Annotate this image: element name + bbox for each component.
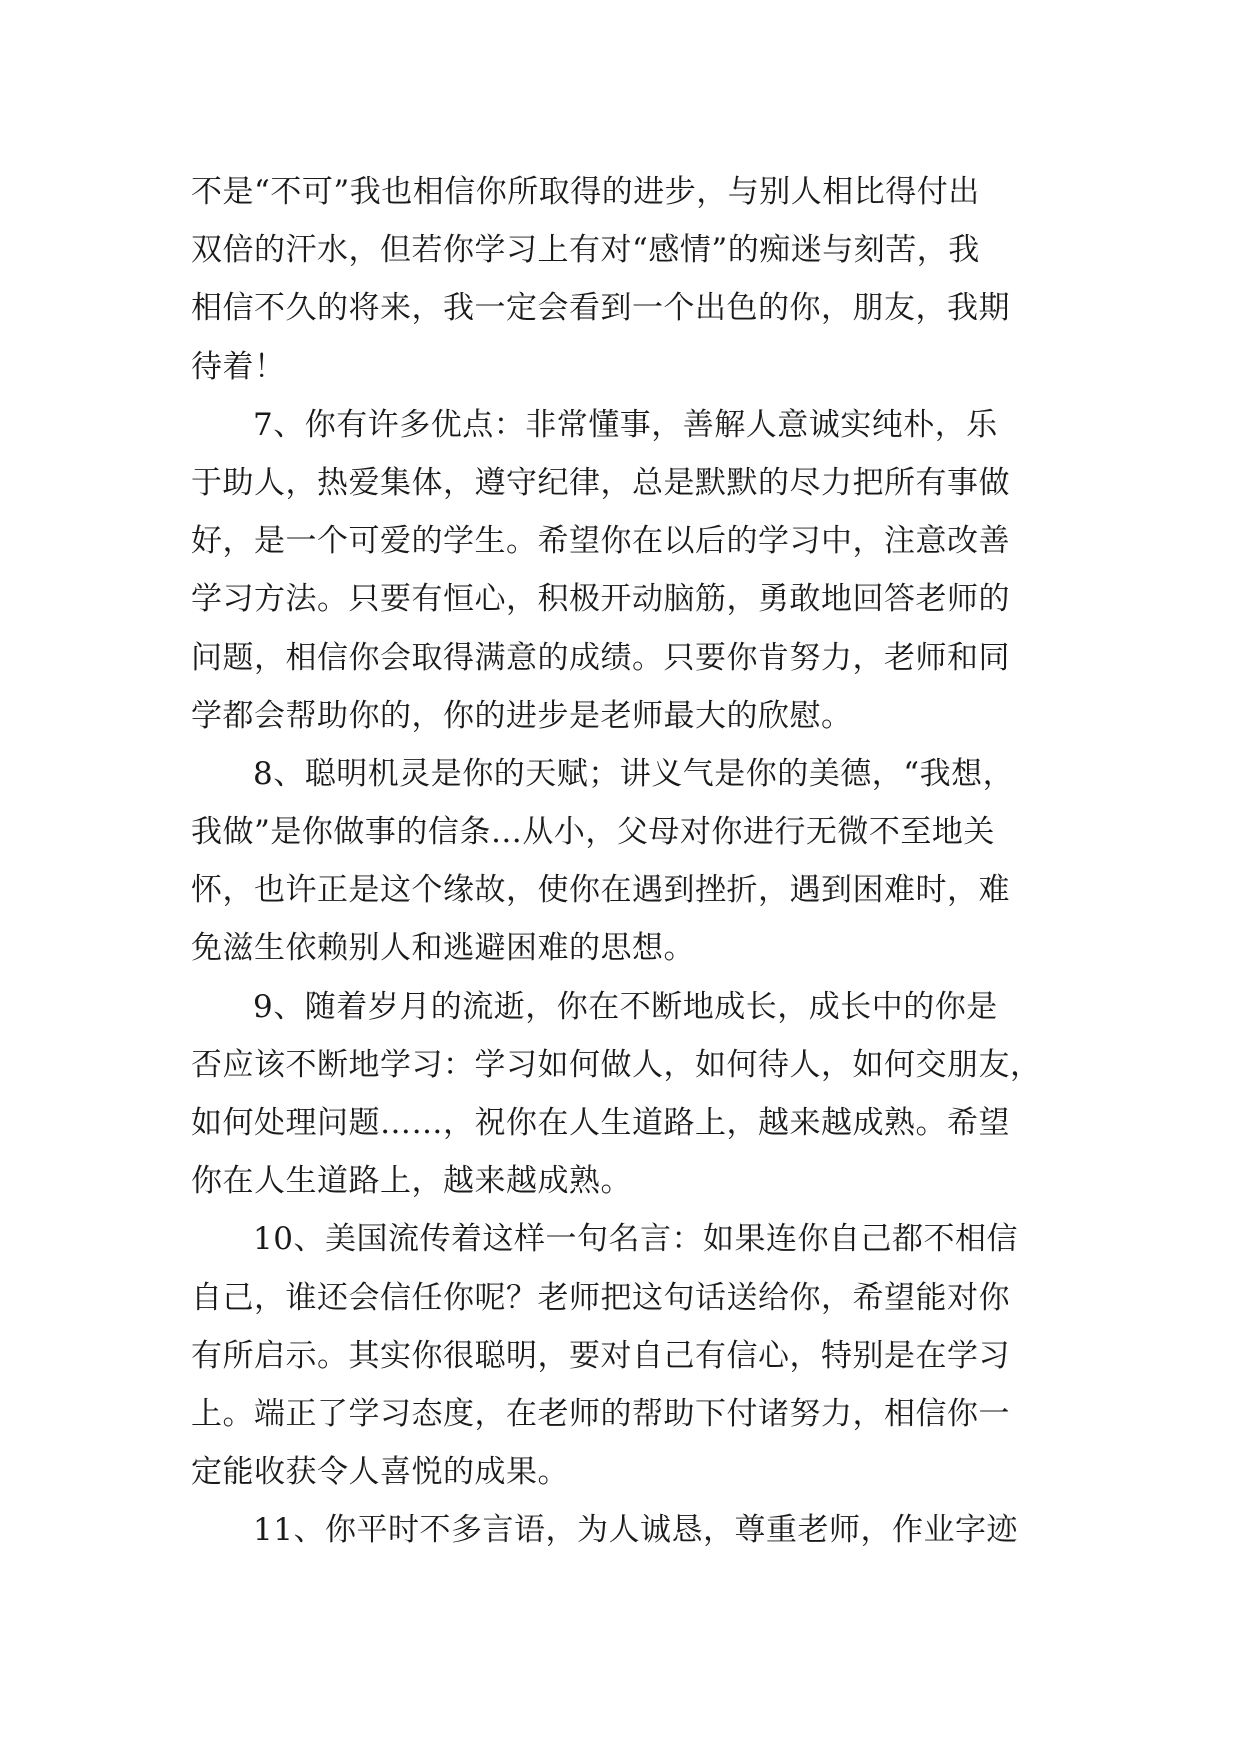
text-line: 上。端正了学习态度，在老师的帮助下付诸努力，相信你一: [191, 1395, 1010, 1432]
paragraph-first-line: 10、美国流传着这样一句名言：如果连你自己都不相信: [253, 1221, 1018, 1258]
text-line: 你在人生道路上，越来越成熟。: [191, 1163, 632, 1200]
text-line: 相信不久的将来，我一定会看到一个出色的你，朋友，我期: [191, 290, 1010, 327]
text-line: 不是“不可”我也相信你所取得的进步，与别人相比得付出: [191, 174, 980, 210]
paragraph-first-line: 9、随着岁月的流逝，你在不断地成长，成长中的你是: [253, 988, 998, 1025]
text-line: 有所启示。其实你很聪明，要对自己有信心，特别是在学习: [191, 1337, 1010, 1374]
text-line: 免滋生依赖别人和逃避困难的思想。: [191, 930, 695, 967]
text-line: 定能收获令人喜悦的成果。: [191, 1454, 569, 1491]
text-line: 好，是一个可爱的学生。希望你在以后的学习中，注意改善: [191, 523, 1010, 560]
text-line: 否应该不断地学习：学习如何做人，如何待人，如何交朋友，: [191, 1046, 1042, 1083]
text-line: 怀，也许正是这个缘故，使你在遇到挫折，遇到困难时，难: [191, 872, 1010, 909]
text-line: 学习方法。只要有恒心，积极开动脑筋，勇敢地回答老师的: [191, 581, 1010, 618]
text-line: 问题，相信你会取得满意的成绩。只要你肯努力，老师和同: [191, 639, 1010, 676]
paragraph-first-line: 8、聪明机灵是你的天赋；讲义气是你的美德，“我想，: [253, 755, 1015, 792]
text-line: 待着！: [191, 348, 286, 385]
text-line: 于助人，热爱集体，遵守纪律，总是默默的尽力把所有事做: [191, 464, 1010, 501]
paragraph-first-line: 11、你平时不多言语，为人诚恳，尊重老师，作业字迹: [253, 1512, 1018, 1549]
text-line: 我做”是你做事的信条…从小，父母对你进行无微不至地关: [191, 814, 995, 851]
text-line: 学都会帮助你的，你的进步是老师最大的欣慰。: [191, 697, 853, 734]
document-body: [191, 163, 1053, 1560]
text-line: 自己，谁还会信任你呢？老师把这句话送给你，希望能对你: [191, 1279, 1010, 1316]
text-line: 如何处理问题……，祝你在人生道路上，越来越成熟。希望: [191, 1105, 1010, 1141]
paragraph-first-line: 7、你有许多优点：非常懂事，善解人意诚实纯朴，乐: [253, 406, 998, 443]
text-line: 双倍的汗水，但若你学习上有对“感情”的痴迷与刻苦，我: [191, 232, 980, 269]
